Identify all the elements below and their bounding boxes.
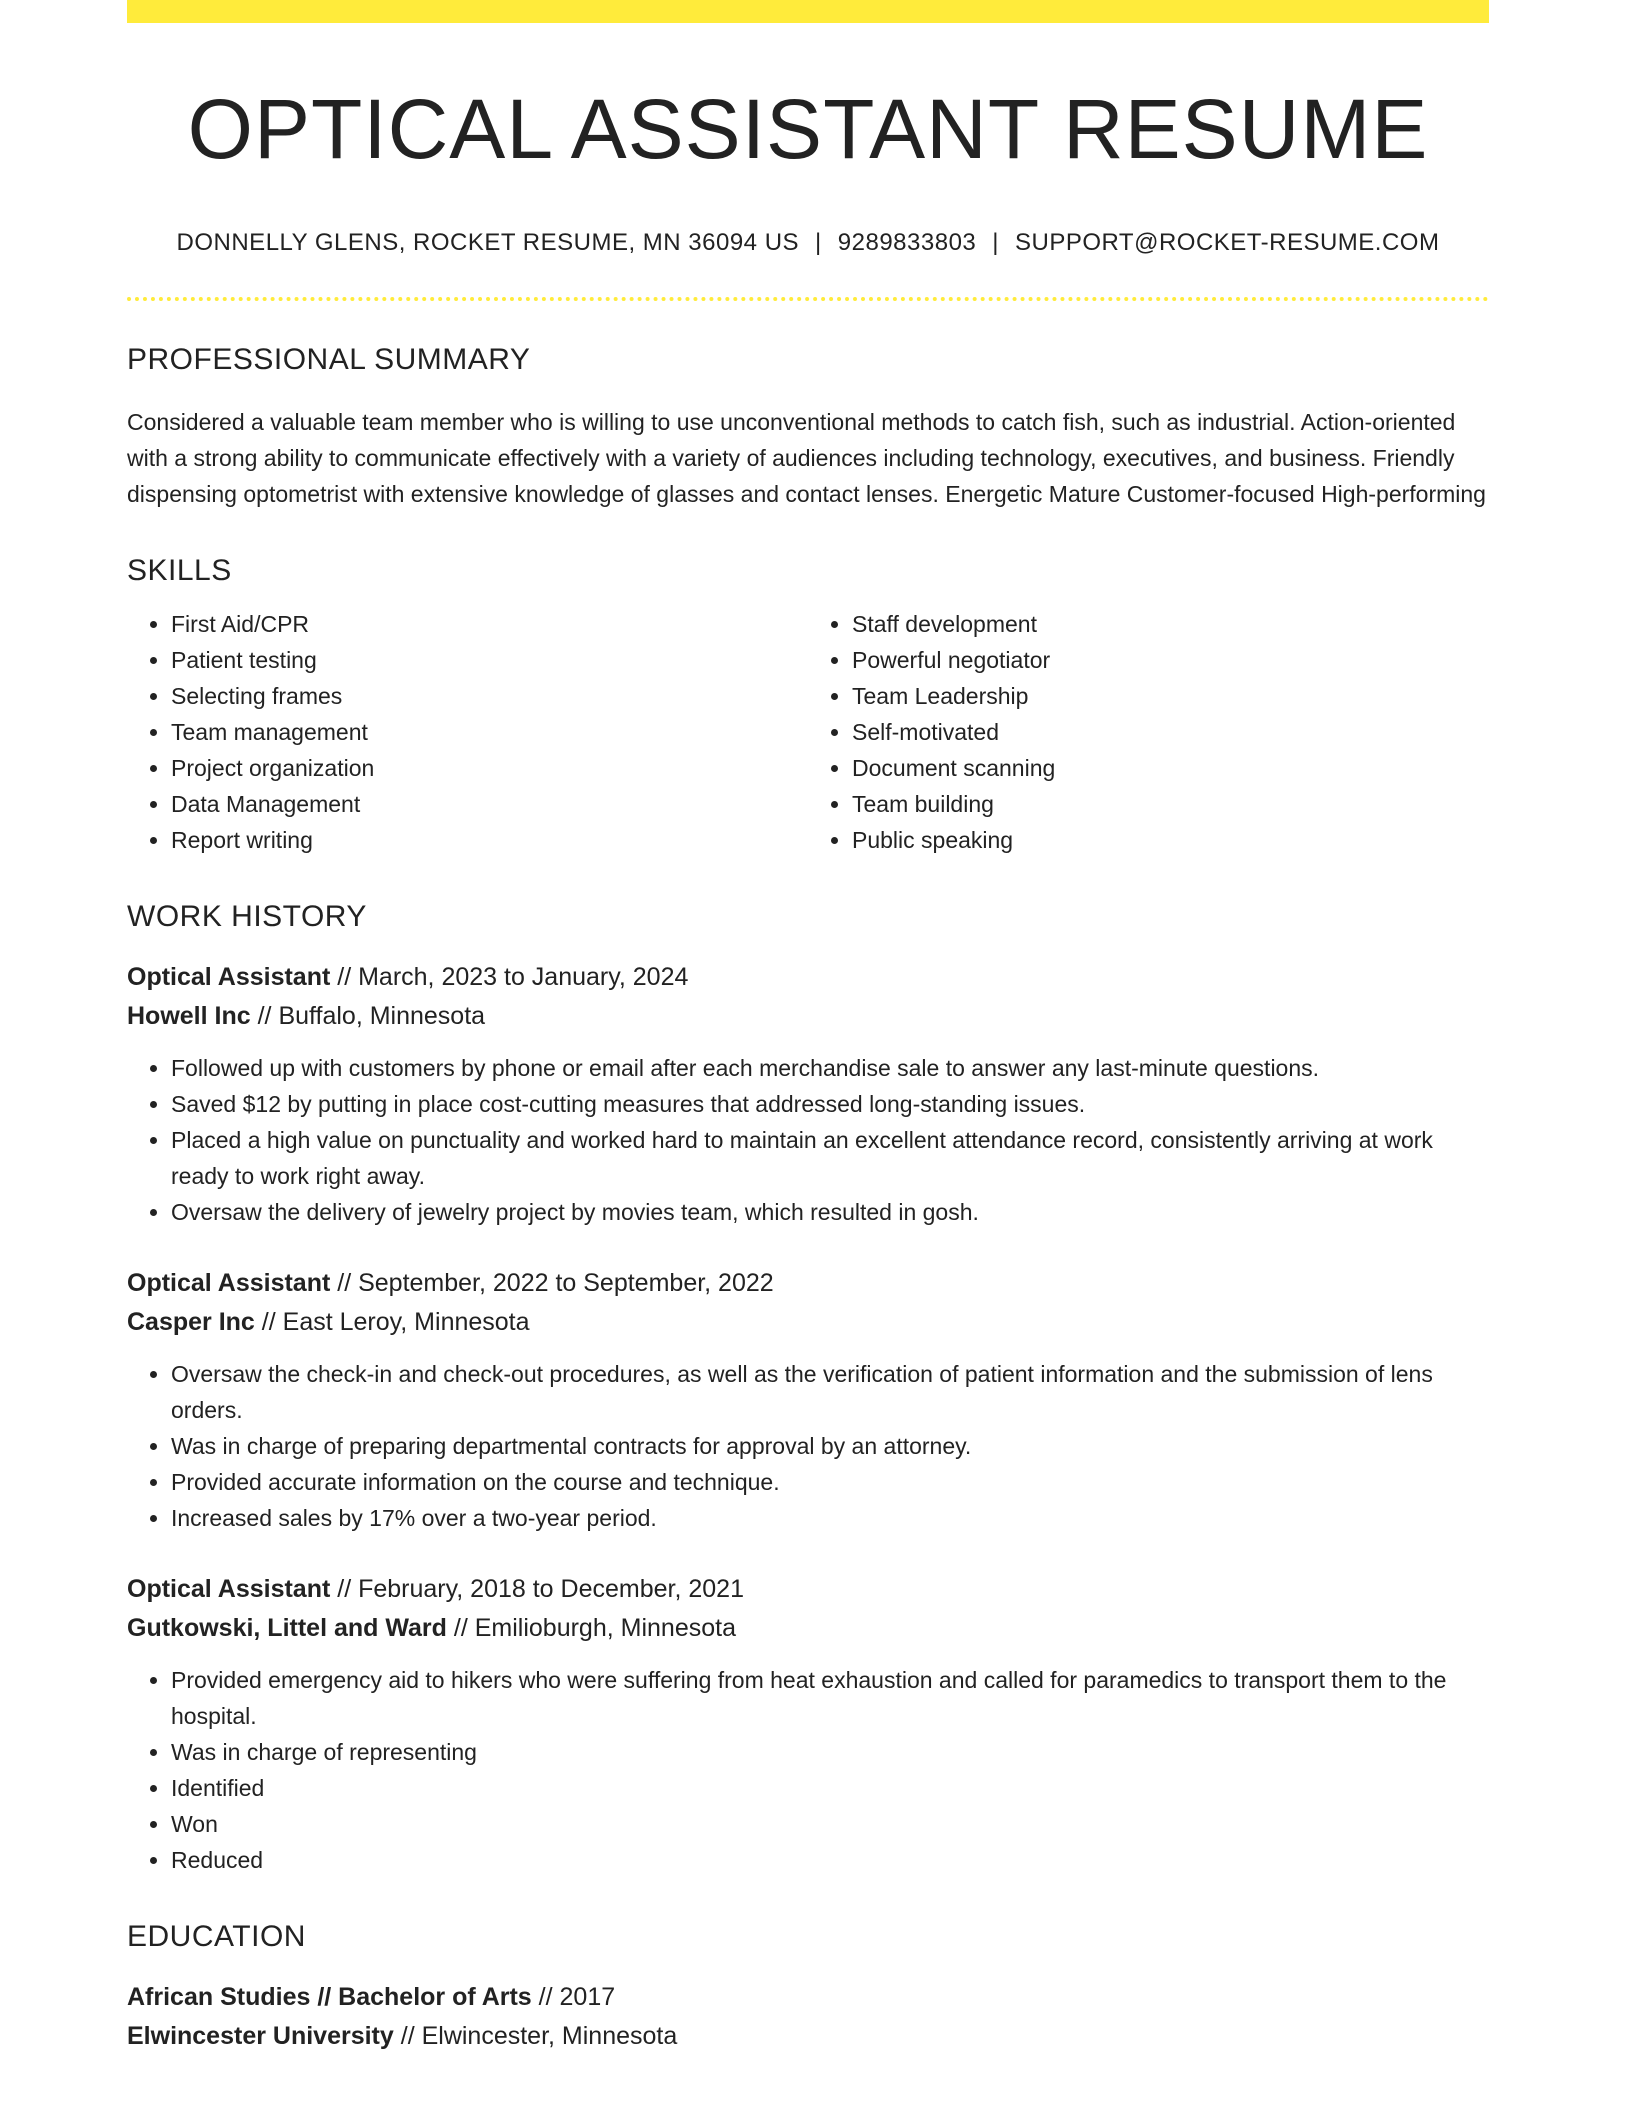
job-dates: March, 2023 to January, 2024 [358, 963, 689, 992]
skill-item: • Staff development [852, 606, 1489, 642]
skill-item: • Team Leadership [852, 678, 1489, 714]
job-bullets [127, 1662, 1489, 1878]
skill-item: • Selecting frames [171, 678, 808, 714]
job-bullets [127, 1356, 1489, 1536]
job-company: Howell Inc [127, 1002, 251, 1031]
skill-item: • Data Management [171, 786, 808, 822]
contact-email: SUPPORT@ROCKET-RESUME.COM [1015, 229, 1440, 257]
skill-item: • Team management [171, 714, 808, 750]
job-bullet: • Provided accurate information on the course and technique. [171, 1464, 1489, 1500]
job-bullet: • Was in charge of preparing departmental contracts for approval by an attorney. [171, 1428, 1489, 1464]
skills-column-right [808, 606, 1489, 858]
skill-item: • Powerful negotiator [852, 642, 1489, 678]
job-company-line: Gutkowski, Littel and Ward // Emilioburgh, Minnesota [127, 1614, 736, 1643]
job-title-line: Optical Assistant // February, 2018 to December, 2021 [127, 1575, 744, 1604]
job-location: Buffalo, Minnesota [278, 1002, 486, 1031]
contact-line [127, 229, 1489, 257]
job-bullet: • Followed up with customers by phone or email after each merchandise sale to answer any last-minute questions. [171, 1050, 1489, 1086]
work-history-heading: WORK HISTORY [127, 900, 367, 934]
job-bullet: • Oversaw the delivery of jewelry project by movies team, which resulted in gosh. [171, 1194, 1489, 1230]
education-year: 2017 [559, 1983, 616, 2012]
job-company-line: Howell Inc // Buffalo, Minnesota [127, 1002, 486, 1031]
job-location: East Leroy, Minnesota [282, 1308, 530, 1337]
skill-item: • Team building [852, 786, 1489, 822]
job-bullet: • Oversaw the check-in and check-out procedures, as well as the verification of patient information and the submission of lens orders. [171, 1356, 1489, 1428]
summary-text: Considered a valuable team member who is willing to use unconventional methods to catch fish, such as industrial. Action-oriented with a strong ability to communicate effectively with a variety of audiences including technology, executives, and business. Friendly dispensing optometrist with extensive knowledge of glasses and contact lenses. Energetic Mature Customer-focused High-performing [127, 409, 1486, 508]
header-divider [127, 297, 1489, 301]
contact-separator: | [992, 229, 999, 257]
top-accent-bar [127, 0, 1489, 23]
job-location: Emilioburgh, Minnesota [474, 1614, 736, 1643]
education-school-line: Elwincester University // Elwincester, Minnesota [127, 2022, 678, 2051]
job-bullet: • Provided emergency aid to hikers who were suffering from heat exhaustion and called for paramedics to transport them to the hospital. [171, 1662, 1489, 1734]
education-school: Elwincester University [127, 2022, 394, 2051]
skill-item: • Document scanning [852, 750, 1489, 786]
education-heading: EDUCATION [127, 1920, 306, 1954]
summary-heading: PROFESSIONAL SUMMARY [127, 343, 531, 377]
resume-page [127, 0, 1489, 2056]
job-bullet: • Identified [171, 1770, 1489, 1806]
education-entry [127, 1978, 1489, 2056]
job-bullet: • Reduced [171, 1842, 1489, 1878]
skill-item: • First Aid/CPR [171, 606, 808, 642]
skill-item: • Public speaking [852, 822, 1489, 858]
skill-item: • Patient testing [171, 642, 808, 678]
skill-item: • Report writing [171, 822, 808, 858]
job-title: Optical Assistant [127, 963, 331, 992]
education-location: Elwincester, Minnesota [421, 2022, 678, 2051]
education-degree: African Studies // Bachelor of Arts [127, 1983, 532, 2012]
contact-separator: | [815, 229, 822, 257]
job-title-line: Optical Assistant // September, 2022 to September, 2022 [127, 1269, 774, 1298]
skill-item: • Project organization [171, 750, 808, 786]
contact-phone: 9289833803 [837, 229, 977, 257]
job-title-line: Optical Assistant // March, 2023 to January, 2024 [127, 963, 689, 992]
job-dates: February, 2018 to December, 2021 [358, 1575, 744, 1604]
skills-list [127, 606, 1489, 858]
job-title: Optical Assistant [127, 1269, 331, 1298]
job-entry [127, 958, 1489, 1230]
job-entry [127, 1570, 1489, 1878]
job-bullet: • Was in charge of representing [171, 1734, 1489, 1770]
job-company: Gutkowski, Littel and Ward [127, 1614, 447, 1643]
job-bullet: • Placed a high value on punctuality and worked hard to maintain an excellent attendance record, consistently arriving at work ready to work right away. [171, 1122, 1489, 1194]
job-title: Optical Assistant [127, 1575, 331, 1604]
job-dates: September, 2022 to September, 2022 [358, 1269, 774, 1298]
job-bullet: • Won [171, 1806, 1489, 1842]
job-bullet: • Saved $12 by putting in place cost-cutting measures that addressed long-standing issues. [171, 1086, 1489, 1122]
skills-heading: SKILLS [127, 554, 232, 588]
education-degree-line: African Studies // Bachelor of Arts // 2017 [127, 1983, 616, 2012]
job-bullets [127, 1050, 1489, 1230]
contact-address: DONNELLY GLENS, ROCKET RESUME, MN 36094 US [176, 229, 800, 257]
skills-column-left [127, 606, 808, 858]
skill-item: • Self-motivated [852, 714, 1489, 750]
job-company-line: Casper Inc // East Leroy, Minnesota [127, 1308, 530, 1337]
resume-title: OPTICAL ASSISTANT RESUME [187, 82, 1429, 176]
job-bullet: • Increased sales by 17% over a two-year period. [171, 1500, 1489, 1536]
job-company: Casper Inc [127, 1308, 255, 1337]
job-entry [127, 1264, 1489, 1536]
